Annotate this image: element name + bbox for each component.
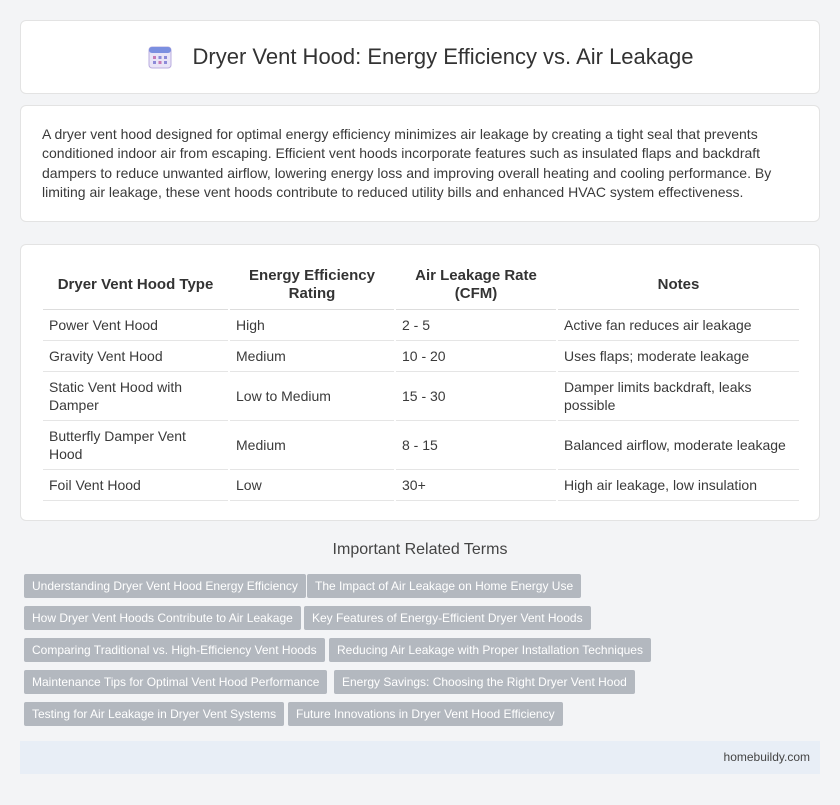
table-row — [43, 341, 799, 372]
table-header-row — [43, 261, 799, 310]
related-term-tag[interactable]: Understanding Dryer Vent Hood Energy Efficiency — [24, 574, 306, 598]
related-term-tag[interactable]: Key Features of Energy-Efficient Dryer Vent Hoods — [304, 606, 591, 630]
table-cell: Damper limits backdraft, leaks possible — [557, 372, 799, 421]
table-cell: Medium — [229, 421, 395, 470]
footer — [20, 741, 820, 774]
column-header: Air Leakage Rate (CFM) — [395, 261, 557, 310]
table-cell: 10 - 20 — [395, 341, 557, 372]
table-cell: Low — [229, 470, 395, 501]
comparison-table — [43, 261, 799, 501]
related-term-tag[interactable]: Reducing Air Leakage with Proper Installation Techniques — [329, 638, 651, 662]
table-cell: High air leakage, low insulation — [557, 470, 799, 501]
table-cell: Uses flaps; moderate leakage — [557, 341, 799, 372]
related-terms-heading: Important Related Terms — [332, 541, 508, 558]
footer-site-link[interactable]: homebuildy.com — [723, 750, 810, 764]
table-cell: Static Vent Hood with Damper — [43, 372, 229, 421]
calendar-icon — [147, 44, 173, 70]
comparison-table-card — [20, 244, 820, 521]
table-cell: Low to Medium — [229, 372, 395, 421]
table-row — [43, 310, 799, 341]
related-term-tag[interactable]: Maintenance Tips for Optimal Vent Hood Performance — [24, 670, 327, 694]
table-cell: 2 - 5 — [395, 310, 557, 341]
related-term-tag[interactable]: Energy Savings: Choosing the Right Dryer Vent Hood — [334, 670, 635, 694]
related-term-tag[interactable]: The Impact of Air Leakage on Home Energy Use — [307, 574, 581, 598]
table-cell: 15 - 30 — [395, 372, 557, 421]
table-cell: Active fan reduces air leakage — [557, 310, 799, 341]
table-row — [43, 421, 799, 470]
column-header: Notes — [557, 261, 799, 310]
related-term-tag[interactable]: Future Innovations in Dryer Vent Hood Efficiency — [288, 702, 563, 726]
page-header — [20, 20, 820, 94]
table-cell: Gravity Vent Hood — [43, 341, 229, 372]
related-term-tag[interactable]: Testing for Air Leakage in Dryer Vent Systems — [24, 702, 284, 726]
table-cell: Medium — [229, 341, 395, 372]
table-cell: 30+ — [395, 470, 557, 501]
table-cell: Foil Vent Hood — [43, 470, 229, 501]
page-title: Dryer Vent Hood: Energy Efficiency vs. Air Leakage — [192, 44, 694, 69]
table-cell: High — [229, 310, 395, 341]
table-cell: Balanced airflow, moderate leakage — [557, 421, 799, 470]
related-term-tag[interactable]: Comparing Traditional vs. High-Efficiency Vent Hoods — [24, 638, 325, 662]
table-row — [43, 470, 799, 501]
column-header: Energy Efficiency Rating — [229, 261, 395, 310]
related-term-tag[interactable]: How Dryer Vent Hoods Contribute to Air Leakage — [24, 606, 301, 630]
table-cell: 8 - 15 — [395, 421, 557, 470]
intro-text: A dryer vent hood designed for optimal energy efficiency minimizes air leakage by creating a tight seal that prevents conditioned indoor air from escaping. Efficient vent hoods incorporate features such as insulated flaps and backdraft dampers to reduce unwanted airflow, lowering energy loss and improving overall heating and cooling performance. By limiting air leakage, these vent hoods contribute to reduced utility bills and enhanced HVAC system effectiveness. — [42, 126, 772, 200]
intro-card — [20, 105, 820, 222]
table-cell: Power Vent Hood — [43, 310, 229, 341]
table-cell: Butterfly Damper Vent Hood — [43, 421, 229, 470]
column-header: Dryer Vent Hood Type — [43, 261, 229, 310]
table-row — [43, 372, 799, 421]
